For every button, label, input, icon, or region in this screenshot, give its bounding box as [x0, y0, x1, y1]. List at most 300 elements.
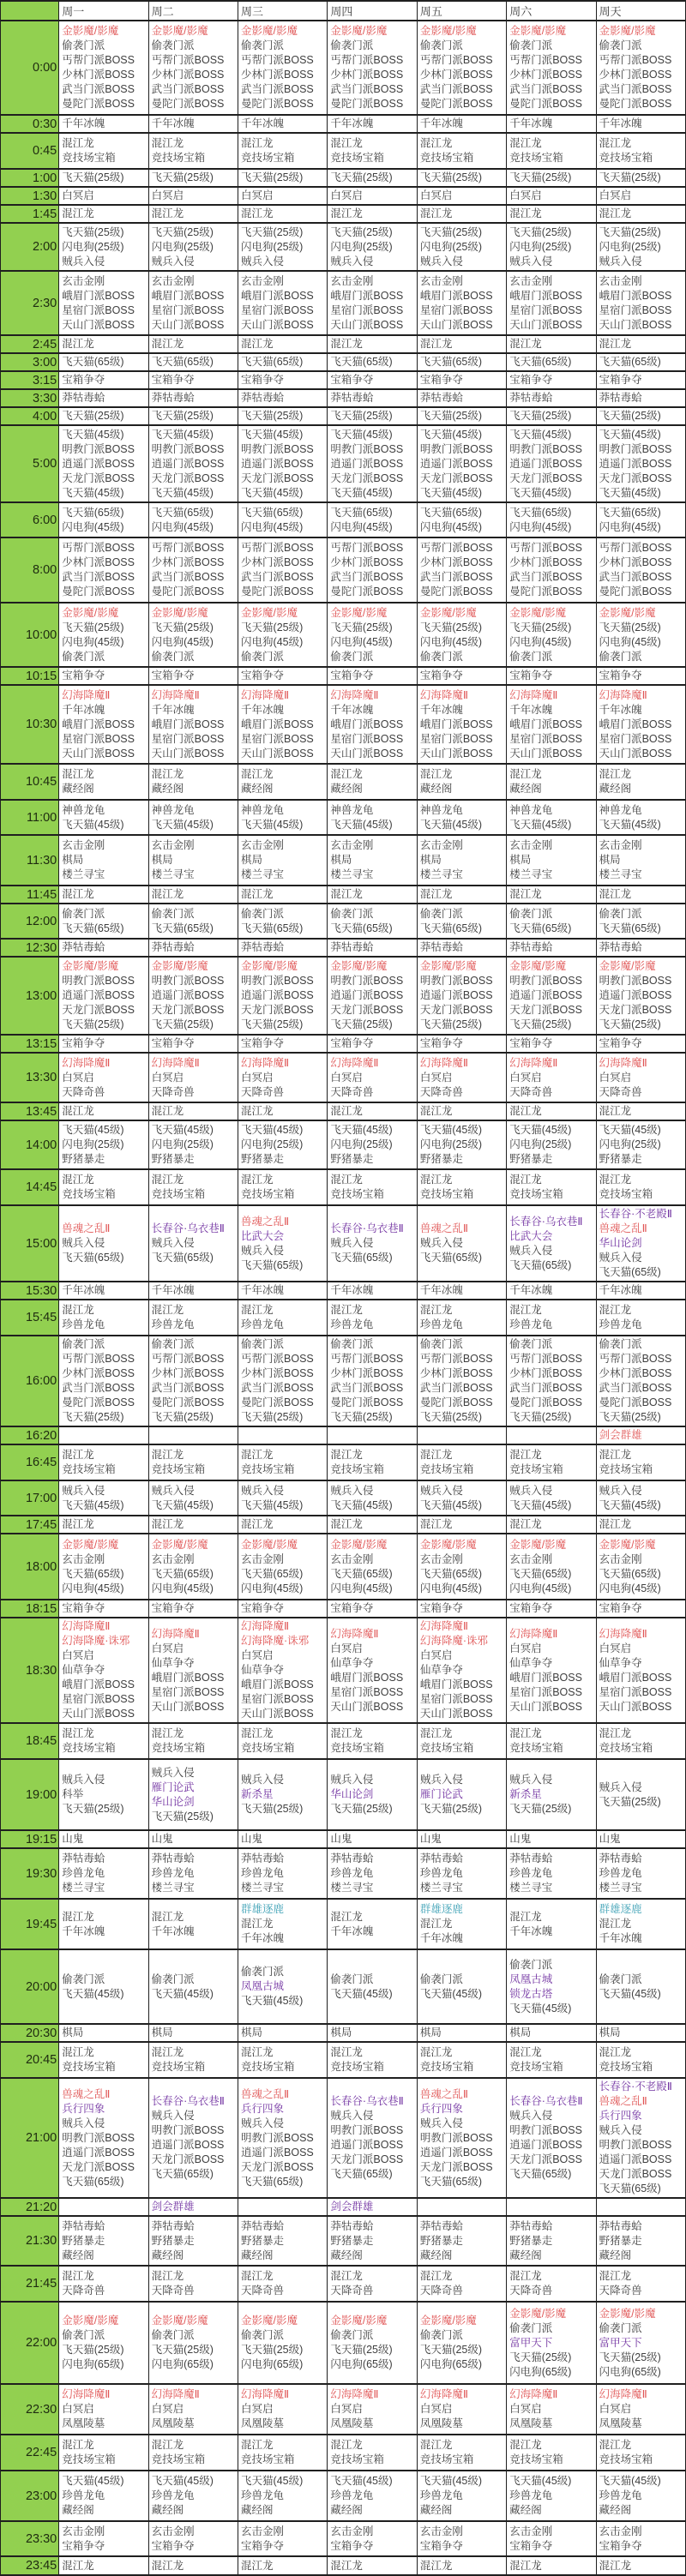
event-label: 幻海降魔Ⅱ	[419, 1056, 468, 1069]
event-label: 武当门派BOSS	[330, 571, 404, 583]
day-cell	[596, 1300, 685, 1336]
day-cell	[507, 2521, 596, 2556]
schedule-row-13:30	[1, 1053, 686, 1102]
event-label: 金影魔/影魔	[330, 606, 388, 619]
day-header-2: 周二	[148, 1, 238, 21]
day-cell	[507, 1120, 596, 1169]
event-label: 白冥启	[151, 1071, 184, 1084]
day-cell	[328, 1444, 417, 1480]
event-label: 宝箱争夺	[599, 1037, 642, 1049]
event-label: 飞天猫(65级)	[62, 922, 124, 934]
day-cell	[59, 271, 148, 335]
event-label: 飞天猫(25级)	[151, 2344, 214, 2356]
day-cell	[148, 425, 238, 502]
event-label: 飞天猫(25级)	[62, 2344, 124, 2356]
day-cell	[238, 886, 328, 904]
event-label: 混江龙	[419, 1518, 453, 1530]
event-label: 飞天猫(65级)	[241, 1567, 304, 1580]
day-cell	[59, 2266, 148, 2302]
event-label: 偷袭门派	[241, 2329, 285, 2341]
event-label: 混江龙	[62, 338, 94, 350]
event-label: 凤凰古城	[241, 1980, 285, 1992]
event-label: 飞天猫(45级)	[330, 1987, 393, 2000]
event-label: 藏经阁	[62, 783, 94, 795]
day-cell	[148, 1899, 238, 1949]
day-cell	[148, 886, 238, 904]
event-label: 千年冰魄	[599, 1284, 642, 1296]
event-label: 闪电狗(65级)	[330, 2358, 393, 2370]
day-cell	[59, 205, 148, 223]
event-label: 混江龙	[599, 1304, 632, 1316]
event-label: 玄击金刚	[419, 839, 463, 851]
event-label: 竞技场宝箱	[509, 152, 563, 164]
event-label: 逍遥门派BOSS	[151, 989, 225, 1001]
event-label: 偷袭门派	[62, 1973, 105, 1985]
event-label: 混江龙	[330, 1910, 363, 1923]
day-cell	[596, 205, 685, 223]
event-label: 混江龙	[509, 2046, 542, 2058]
event-label: 幻海降魔·诛邪	[419, 1635, 488, 1647]
event-label: 混江龙	[509, 2439, 542, 2451]
event-label: 闪电狗(25级)	[62, 240, 124, 253]
event-label: 宝箱争夺	[151, 1602, 195, 1614]
day-cell	[596, 1444, 685, 1480]
time-cell: 16:00	[1, 1336, 59, 1426]
day-cell	[148, 1426, 238, 1444]
event-label: 混江龙	[509, 1727, 542, 1739]
event-label: 幻海降魔Ⅱ	[241, 2388, 290, 2400]
event-label: 天龙门派BOSS	[241, 1004, 314, 1016]
event-label: 仙草争夺	[330, 1656, 374, 1669]
event-label: 少林门派BOSS	[419, 69, 493, 81]
day-cell	[328, 2435, 417, 2471]
day-cell	[238, 1723, 328, 1759]
event-label: 混江龙	[509, 1910, 542, 1923]
event-label: 白冥启	[330, 1642, 363, 1654]
day-cell	[507, 2384, 596, 2435]
event-label: 竞技场宝箱	[330, 2061, 384, 2073]
event-label: 长春谷·不老殿Ⅱ	[599, 2081, 672, 2093]
day-cell	[507, 957, 596, 1035]
event-label: 闪电狗(45级)	[599, 1582, 661, 1594]
day-cell	[417, 2384, 506, 2435]
event-label: 天山门派BOSS	[330, 1700, 404, 1713]
day-cell	[328, 2024, 417, 2042]
event-label: 楼兰寻宝	[509, 868, 553, 880]
day-cell	[417, 1300, 506, 1336]
event-label: 宝箱争夺	[599, 2539, 642, 2552]
day-cell	[328, 537, 417, 603]
event-label: 飞天猫(25级)	[419, 2344, 483, 2356]
event-label: 闪电狗(25级)	[599, 240, 661, 253]
day-cell	[238, 1102, 328, 1120]
event-label: 飞天猫(25级)	[151, 171, 214, 183]
event-label: 贼兵入侵	[599, 1252, 642, 1264]
event-label: 野猪暴走	[151, 1153, 195, 1165]
event-label: 千年冰魄	[241, 117, 285, 129]
time-cell: 18:00	[1, 1534, 59, 1600]
event-label: 金影魔/影魔	[419, 2315, 477, 2327]
event-label: 逍遥门派BOSS	[509, 457, 582, 470]
event-label: 星宿门派BOSS	[509, 303, 582, 316]
day-cell	[238, 389, 328, 407]
time-cell: 11:45	[1, 886, 59, 904]
event-label: 闪电狗(25级)	[241, 240, 304, 253]
event-label: 莽牯毒蛤	[599, 1852, 642, 1864]
day-cell	[417, 904, 506, 939]
event-label: 珍兽龙龟	[419, 1867, 463, 1879]
day-cell	[596, 1205, 685, 1282]
event-label: 莽牯毒蛤	[241, 392, 285, 404]
event-label: 混江龙	[241, 2559, 274, 2572]
event-label: 飞天猫(45级)	[151, 818, 214, 831]
day-cell	[59, 1534, 148, 1600]
day-cell	[238, 1426, 328, 1444]
day-cell	[417, 2302, 506, 2384]
event-label: 偷袭门派	[330, 650, 374, 663]
event-label: 竞技场宝箱	[62, 1463, 116, 1475]
day-cell	[148, 685, 238, 764]
day-cell	[59, 2198, 148, 2216]
schedule-row-18:45	[1, 1723, 686, 1759]
event-label: 宝箱争夺	[509, 670, 553, 682]
day-cell	[417, 1444, 506, 1480]
event-label: 竞技场宝箱	[330, 152, 384, 164]
event-label: 竞技场宝箱	[419, 1188, 474, 1200]
event-label: 莽牯毒蛤	[62, 392, 105, 404]
event-label: 天降奇兽	[151, 1085, 195, 1098]
day-cell	[328, 2078, 417, 2198]
event-label: 珍兽龙龟	[330, 1867, 374, 1879]
event-label: 棋局	[419, 854, 442, 866]
event-label: 宝箱争夺	[599, 1602, 642, 1614]
event-label: 莽牯毒蛤	[599, 2219, 642, 2232]
event-label: 飞天猫(65级)	[599, 2183, 661, 2195]
event-label: 飞天猫(45级)	[62, 486, 124, 499]
day-cell	[148, 2302, 238, 2384]
event-label: 天龙门派BOSS	[419, 2160, 493, 2173]
day-cell	[417, 2266, 506, 2302]
event-label: 飞天猫(65级)	[599, 922, 661, 934]
event-label: 飞天猫(45级)	[419, 1124, 483, 1136]
event-label: 明教门派BOSS	[241, 442, 314, 455]
day-cell	[238, 2078, 328, 2198]
time-cell: 12:30	[1, 939, 59, 957]
event-label: 玄击金刚	[151, 274, 195, 287]
event-label: 莽牯毒蛤	[241, 2219, 285, 2232]
event-label: 星宿门派BOSS	[419, 732, 493, 745]
day-cell	[238, 2216, 328, 2266]
event-label: 宝箱争夺	[419, 374, 463, 386]
event-label: 山鬼	[509, 1833, 532, 1845]
day-cell	[596, 187, 685, 205]
event-label: 幻海降魔Ⅱ	[151, 688, 200, 701]
day-cell	[148, 407, 238, 425]
event-label: 白冥启	[62, 1649, 94, 1661]
event-label: 天降奇兽	[509, 2285, 553, 2297]
event-label: 混江龙	[599, 2439, 632, 2451]
day-cell	[507, 939, 596, 957]
event-label: 仙草争夺	[151, 1656, 195, 1669]
event-label: 藏经阁	[599, 783, 632, 795]
event-label: 珍兽龙龟	[241, 1867, 285, 1879]
event-label: 武当门派BOSS	[151, 83, 225, 95]
event-label: 闪电狗(45级)	[419, 520, 483, 533]
event-label: 混江龙	[62, 1105, 94, 1117]
event-label: 飞天猫(25级)	[330, 410, 393, 422]
day-cell	[238, 1035, 328, 1053]
event-label: 飞天猫(25级)	[330, 1411, 393, 1423]
day-cell	[328, 371, 417, 389]
event-label: 曼陀门派BOSS	[330, 585, 404, 597]
event-label: 混江龙	[241, 768, 274, 780]
event-label: 闪电狗(25级)	[509, 1138, 572, 1150]
event-label: 飞天猫(65级)	[330, 922, 393, 934]
day-cell	[148, 2266, 238, 2302]
event-label: 丐帮门派BOSS	[330, 1353, 404, 1365]
day-cell	[507, 502, 596, 537]
event-label: 天降奇兽	[599, 2285, 642, 2297]
event-label: 雁门论武	[419, 1788, 463, 1800]
event-label: 金影魔/影魔	[509, 960, 567, 972]
day-cell	[59, 1300, 148, 1336]
event-label: 幻海降魔Ⅱ	[509, 1056, 558, 1069]
event-label: 武当门派BOSS	[62, 571, 135, 583]
event-label: 珍兽龙龟	[151, 1318, 195, 1330]
day-cell	[507, 1205, 596, 1282]
day-cell	[417, 1169, 506, 1205]
event-label: 宝箱争夺	[151, 2539, 195, 2552]
day-cell	[507, 1480, 596, 1516]
event-label: 山鬼	[599, 1833, 621, 1845]
day-cell	[59, 2384, 148, 2435]
event-label: 玄击金刚	[330, 839, 374, 851]
day-cell	[507, 1169, 596, 1205]
day-cell	[59, 133, 148, 169]
day-cell	[148, 1848, 238, 1899]
day-cell	[507, 904, 596, 939]
event-label: 飞天猫(65级)	[151, 506, 214, 519]
event-label: 峨眉门派BOSS	[419, 1678, 493, 1690]
event-label: 逍遥门派BOSS	[241, 2146, 314, 2159]
event-label: 武当门派BOSS	[509, 1382, 582, 1394]
event-label: 宝箱争夺	[419, 1037, 463, 1049]
schedule-row-20:45	[1, 2042, 686, 2078]
event-label: 千年冰魄	[419, 117, 463, 129]
event-label: 闪电狗(25级)	[599, 1138, 661, 1150]
event-label: 竞技场宝箱	[151, 2453, 206, 2465]
time-cell: 3:30	[1, 389, 59, 407]
event-label: 竞技场宝箱	[151, 152, 206, 164]
event-label: 群雄逐鹿	[599, 1903, 642, 1915]
time-cell: 11:30	[1, 835, 59, 886]
event-label: 贼兵入侵	[599, 255, 642, 267]
event-label: 贼兵入侵	[330, 1237, 374, 1249]
schedule-row-2:45	[1, 335, 686, 353]
day-cell	[328, 2556, 417, 2575]
day-cell	[417, 1035, 506, 1053]
day-cell	[238, 425, 328, 502]
event-label: 天龙门派BOSS	[62, 2160, 135, 2173]
day-cell	[148, 1534, 238, 1600]
schedule-row-1:45	[1, 205, 686, 223]
day-cell	[596, 2042, 685, 2078]
event-label: 混江龙	[241, 1727, 274, 1739]
event-label: 藏经阁	[330, 2249, 363, 2261]
event-label: 兽魂之乱Ⅱ	[599, 2095, 647, 2107]
time-cell: 10:45	[1, 764, 59, 800]
event-label: 竞技场宝箱	[419, 1742, 474, 1754]
event-label: 藏经阁	[151, 783, 184, 795]
day-cell	[417, 1205, 506, 1282]
event-label: 宝箱争夺	[330, 1037, 374, 1049]
event-label: 宝箱争夺	[241, 1602, 285, 1614]
day-cell	[148, 1035, 238, 1053]
event-label: 华山论剑	[151, 1795, 195, 1808]
event-label: 混江龙	[62, 1449, 94, 1461]
event-label: 武当门派BOSS	[330, 83, 404, 95]
day-cell	[148, 1830, 238, 1848]
event-label: 星宿门派BOSS	[330, 1685, 404, 1698]
event-label: 混江龙	[599, 888, 632, 900]
event-label: 楼兰寻宝	[62, 1882, 105, 1894]
event-label: 混江龙	[509, 1174, 542, 1186]
schedule-row-3:30	[1, 389, 686, 407]
event-label: 飞天猫(25级)	[241, 2344, 304, 2356]
event-label: 贼兵入侵	[62, 255, 105, 267]
day-cell	[238, 169, 328, 187]
day-cell	[59, 2302, 148, 2384]
day-cell	[596, 537, 685, 603]
schedule-row-0:30	[1, 115, 686, 133]
day-cell	[238, 335, 328, 353]
day-cell	[417, 425, 506, 502]
event-label: 群雄逐鹿	[241, 1903, 285, 1915]
day-cell	[417, 603, 506, 667]
day-cell	[238, 133, 328, 169]
event-label: 藏经阁	[62, 2504, 94, 2516]
event-label: 飞天猫(65级)	[241, 506, 304, 519]
event-label: 幻海降魔Ⅱ	[330, 1056, 379, 1069]
event-label: 混江龙	[62, 1727, 94, 1739]
event-label: 宝箱争夺	[62, 374, 105, 386]
day-cell	[328, 1120, 417, 1169]
event-label: 莽牯毒蛤	[419, 392, 463, 404]
event-label: 混江龙	[419, 1304, 453, 1316]
day-cell	[596, 2024, 685, 2042]
day-cell	[507, 169, 596, 187]
event-label: 闪电狗(45级)	[241, 520, 304, 533]
day-cell	[417, 187, 506, 205]
event-label: 混江龙	[330, 2439, 363, 2451]
event-label: 明教门派BOSS	[419, 442, 493, 455]
schedule-row-18:30	[1, 1618, 686, 1723]
day-cell	[417, 1282, 506, 1300]
event-label: 混江龙	[419, 888, 453, 900]
event-label: 混江龙	[509, 768, 542, 780]
event-label: 幻海降魔Ⅱ	[62, 1056, 111, 1069]
event-label: 富甲天下	[509, 2336, 553, 2349]
schedule-row-20:30	[1, 2024, 686, 2042]
event-label: 白冥启	[151, 189, 184, 201]
event-label: 贼兵入侵	[62, 1237, 105, 1249]
event-label: 兵行四象	[62, 2102, 105, 2115]
event-label: 兽魂之乱Ⅱ	[419, 2087, 468, 2100]
event-label: 偷袭门派	[599, 650, 642, 663]
event-label: 贼兵入侵	[419, 1237, 463, 1249]
day-cell	[59, 2435, 148, 2471]
event-label: 珍兽龙龟	[330, 2489, 374, 2501]
event-label: 闪电狗(65级)	[599, 2365, 661, 2378]
event-label: 少林门派BOSS	[509, 1367, 582, 1379]
event-label: 星宿门派BOSS	[62, 732, 135, 745]
time-cell: 2:00	[1, 223, 59, 271]
event-label: 星宿门派BOSS	[241, 303, 314, 316]
day-cell	[238, 407, 328, 425]
day-cell	[59, 800, 148, 835]
schedule-row-14:00	[1, 1120, 686, 1169]
event-label: 幻海降魔Ⅱ	[419, 2388, 468, 2400]
event-label: 闪电狗(65级)	[62, 2358, 124, 2370]
day-cell	[59, 2024, 148, 2042]
day-cell	[596, 1534, 685, 1600]
day-cell	[417, 1336, 506, 1426]
event-label: 宝箱争夺	[241, 670, 285, 682]
day-cell	[507, 205, 596, 223]
event-label: 兵行四象	[241, 2102, 285, 2115]
event-label: 兽魂之乱Ⅱ	[241, 2087, 290, 2100]
event-label: 金影魔/影魔	[599, 606, 656, 619]
event-label: 飞天猫(65级)	[419, 2175, 483, 2188]
day-cell	[148, 2198, 238, 2216]
day-cell	[417, 939, 506, 957]
event-label: 闪电狗(45级)	[330, 520, 393, 533]
event-label: 飞天猫(45级)	[330, 1498, 393, 1511]
event-label: 莽牯毒蛤	[419, 1852, 463, 1864]
event-label: 天山门派BOSS	[330, 747, 404, 760]
event-label: 天龙门派BOSS	[509, 1004, 582, 1016]
event-label: 闪电狗(45级)	[419, 635, 483, 648]
schedule-row-13:45	[1, 1102, 686, 1120]
event-label: 天降奇兽	[330, 1085, 374, 1098]
event-label: 藏经阁	[509, 783, 542, 795]
schedule-row-21:00	[1, 2078, 686, 2198]
event-label: 野猪暴走	[241, 1153, 285, 1165]
day-cell	[507, 1426, 596, 1444]
event-label: 莽牯毒蛤	[151, 392, 195, 404]
schedule-row-17:00	[1, 1480, 686, 1516]
event-label: 逍遥门派BOSS	[599, 2153, 672, 2165]
day-cell	[59, 1205, 148, 1282]
event-label: 星宿门派BOSS	[509, 1685, 582, 1698]
day-cell	[596, 1618, 685, 1723]
event-label: 混江龙	[151, 1304, 184, 1316]
event-label: 玄击金刚	[241, 274, 285, 287]
event-label: 峨眉门派BOSS	[599, 289, 672, 302]
event-label: 玄击金刚	[241, 1552, 285, 1565]
event-label: 贼兵入侵	[330, 1484, 374, 1497]
event-label: 混江龙	[330, 1174, 363, 1186]
day-cell	[596, 2435, 685, 2471]
day-cell	[417, 2216, 506, 2266]
event-label: 贼兵入侵	[509, 1244, 553, 1257]
day-cell	[148, 2042, 238, 2078]
event-label: 飞天猫(25级)	[330, 621, 393, 633]
event-label: 野猪暴走	[419, 2234, 463, 2247]
event-label: 星宿门派BOSS	[241, 732, 314, 745]
event-label: 混江龙	[151, 338, 184, 350]
event-label: 明教门派BOSS	[151, 442, 225, 455]
